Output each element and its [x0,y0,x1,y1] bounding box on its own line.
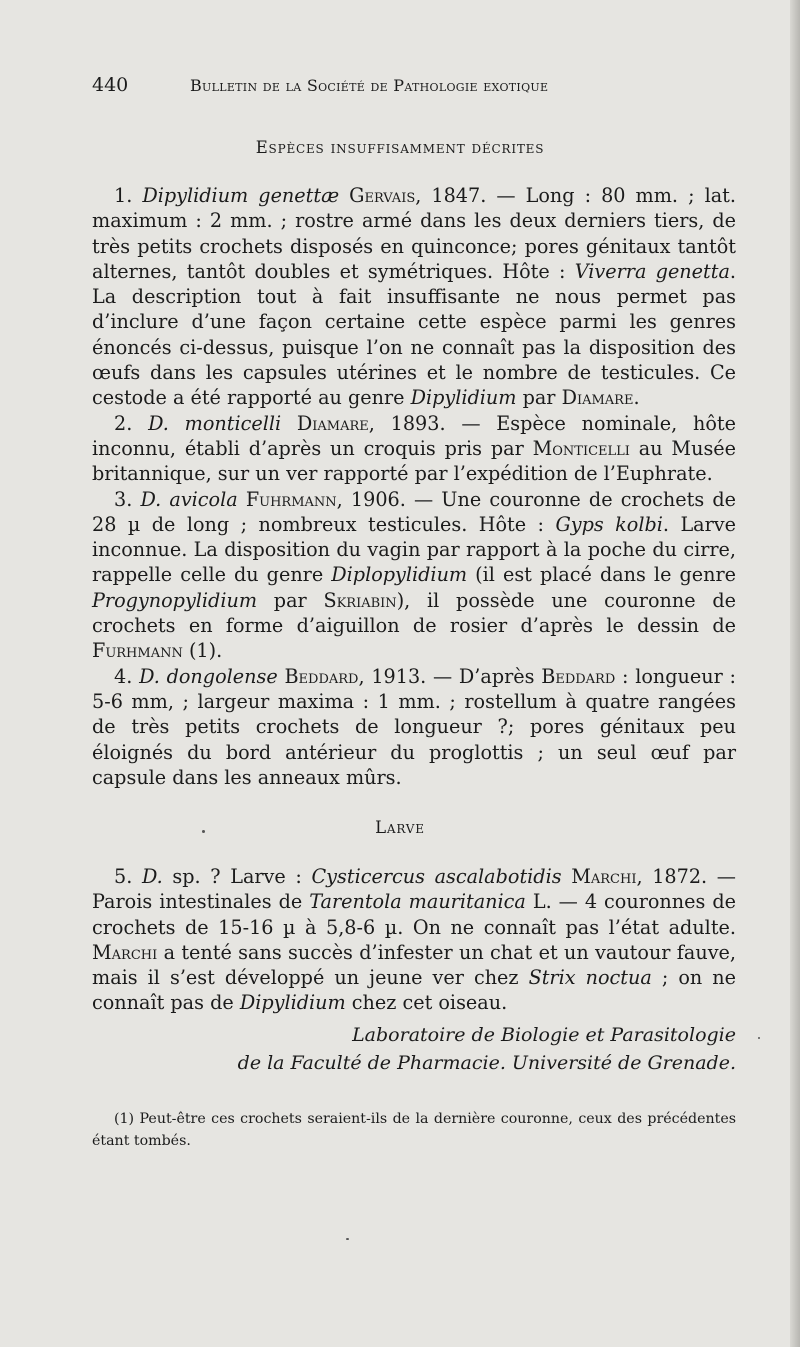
author-ref: Marchi [92,940,158,964]
host-name: Gyps kolbi [555,512,663,536]
host-name: Strix noctua [528,966,652,990]
affiliation [150,1021,736,1077]
larva-name: Cysticercus ascalabotidis [311,865,562,888]
author-ref: Diamare [561,386,634,410]
genus-name: Dipylidium [410,386,517,410]
species-name: D. avicola [140,487,238,511]
author-ref: Skriabin [323,588,397,612]
author-ref: Furhmann [92,639,183,663]
section-heading-larva: Larve [375,818,425,837]
author-name: Marchi [571,865,637,888]
species-name: D. dongolense [139,664,278,688]
genus-name: Dipylidium [239,991,346,1015]
author-name: Gervais [349,184,416,207]
author-name: Fuhrmann [245,487,337,511]
species-name: D. monticelli [148,411,282,435]
affiliation-line-2: de la Faculté de Pharmacie. Université de Grenade. [237,1052,736,1074]
affiliation-line-1: Laboratoire de Biologie et Parasitologie [352,1024,736,1046]
genus-name: Diplopylidium [331,563,468,587]
running-title: Bulletin de la Société de Pathologie exotique [190,76,549,95]
footnote-text: (1) Peut-être ces crochets seraient-ils de la dernière couronne, ceux des précédentes étant tombés. [92,1111,736,1149]
author-ref: Beddard [541,664,616,688]
host-name: Tarentola mauritanica [309,890,526,914]
section-insufficient-body [92,183,736,790]
page-header [92,74,736,102]
author-ref: Monticelli [532,436,630,460]
section-heading-insufficient: Espèces insuffisamment décrites [255,138,545,157]
entry-5: 5. D. sp. ? Larve : Cysticercus ascalabotidis Marchi, 1872. — Parois intestinales de Tarentola mauritanica L. — 4 couronnes de crochets de 15-16 µ à 5,8-6 µ. On ne connaît pas l’état adulte. Marchi a tenté sans succès d’infester un chat et un vautour fauve, mais il s’est développé un jeune ver chez Strix noctua ; on ne connaît pas de Dipylidium chez cet oiseau. [92,865,737,1015]
species-name: D. [141,865,163,888]
author-name: Beddard [284,664,359,688]
host-name: Viverra genetta [574,259,730,283]
genus-name: Progynopylidium [92,588,258,612]
author-name: Diamare [296,411,369,435]
page-number: 440 [92,74,129,96]
entry-1: 1. Dipylidium genettæ Gervais, 1847. — Long : 80 mm. ; lat. maximum : 2 mm. ; rostre armé dans les deux derniers tiers, de très petits crochets disposés en quinconce; pores génitaux tantôt alternes, tantôt doubles et symétriques. Hôte : Viverra genetta. La description tout à fait insuffisante ne nous permet pas d’inclure d’une façon certaine cette espèce parmi les genres énoncés ci-dessus, puisque l’on ne connaît pas la disposition des œufs dans les capsules utérines et le nombre de testicules. Ce cestode a été rapporté au genre Dipylidium par Diamare. [92,184,736,410]
entry-3: 3. D. avicola Fuhrmann, 1906. — Une couronne de crochets de 28 µ de long ; nombreux testicules. Hôte : Gyps kolbi. Larve inconnue. La disposition du vagin par rapport à la poche du cirre, rappelle celle du genre Diplopylidium (il est placé dans le genre Progynopylidium par Skriabin), il possède une couronne de crochets en forme d’aiguillon de rosier d’après le dessin de Furhmann (1). [92,487,737,663]
entry-4: 4. D. dongolense Beddard, 1913. — D’après Beddard : longueur : 5-6 mm, ; largeur maxima : 1 mm. ; rostellum à quatre rangées de très petits crochets de longueur ?; pores génitaux peu éloignés du bord antérieur du proglottis ; un seul œuf par capsule dans les anneaux mûrs. [92,664,736,789]
species-name: Dipylidium genettæ [142,184,340,207]
entry-2: 2. D. monticelli Diamare, 1893. — Espèce nominale, hôte inconnu, établi d’après un croquis pris par Monticelli au Musée britannique, sur un ver rapporté par l’expédition de l’Euphrate. [92,411,736,486]
section-larva-body [92,864,736,1016]
footnote [92,1108,736,1152]
page-edge-shadow [790,0,800,1347]
